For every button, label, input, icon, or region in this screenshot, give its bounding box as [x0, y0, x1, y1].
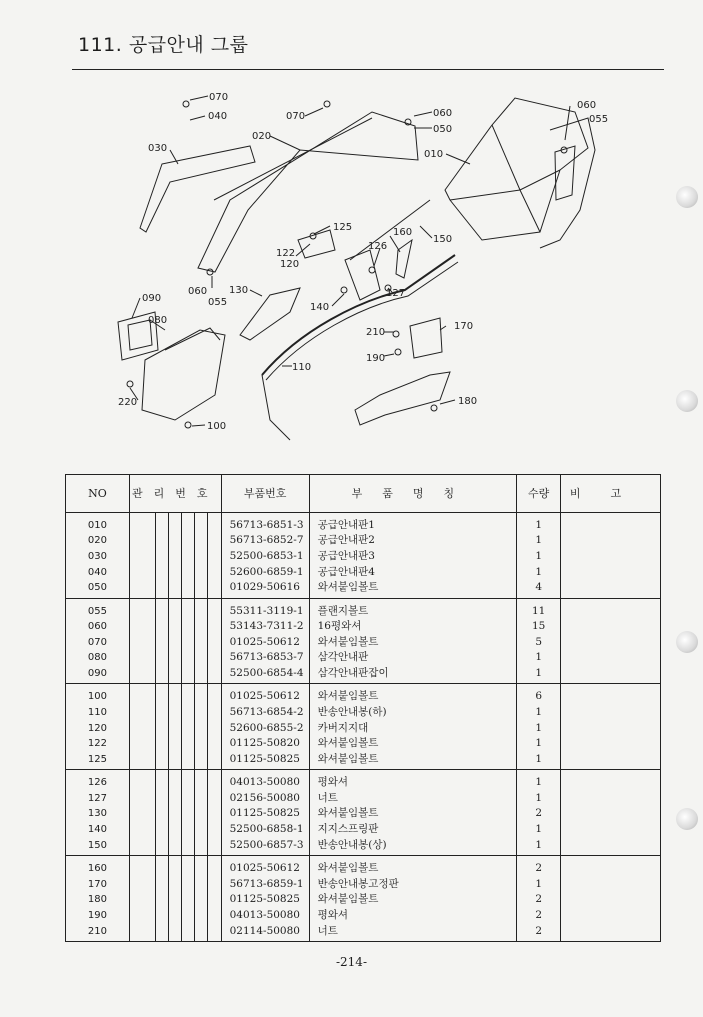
- table-header-row: [66, 475, 661, 513]
- table-row-group: [66, 770, 661, 856]
- callout-label: 050: [433, 124, 453, 135]
- callout-label: 040: [208, 111, 228, 122]
- callout-label: 210: [366, 327, 386, 338]
- callout-label: 160: [393, 227, 413, 238]
- mgmt-cell: [207, 684, 221, 770]
- binder-hole: [676, 390, 698, 412]
- callout-label: 060: [433, 108, 453, 119]
- mgmt-cell: [129, 770, 155, 856]
- remark-cell: [561, 770, 661, 856]
- mgmt-cell: [194, 598, 207, 684]
- part-names: 평와셔 너트 와셔붙임볼트 지지스프링판 반송안내봉(상): [317, 776, 387, 851]
- part-numbers: 56713-6851-3 56713-6852-7 52500-6853-1 52600-6859-1 01029-50616: [229, 518, 304, 594]
- exploded-parts-diagram: [100, 86, 620, 461]
- table-row-group: [66, 684, 661, 770]
- callout-label: 125: [333, 222, 353, 233]
- callout-label: 190: [366, 353, 386, 364]
- quantities: 6 1 1 1 1: [535, 690, 543, 765]
- mgmt-cell: [181, 598, 194, 684]
- callout-label: 130: [229, 285, 249, 296]
- part-numbers: 04013-50080 02156-50080 01125-50825 52500-6858-1 52500-6857-3: [229, 776, 304, 851]
- quantities: 1 1 1 1 4: [535, 518, 543, 594]
- callout-label: 080: [148, 315, 168, 326]
- table-row-group: [66, 856, 661, 942]
- mgmt-cell: [129, 598, 155, 684]
- callout-label: 150: [433, 234, 453, 245]
- header-no: NO: [66, 475, 130, 513]
- mgmt-cell: [181, 512, 194, 598]
- part-names: 와셔붙임볼트 반송안내봉고정판 와셔붙임볼트 평와셔 너트: [317, 862, 399, 937]
- header-part-name: 부품명칭: [309, 475, 517, 513]
- mgmt-cell: [168, 684, 181, 770]
- part-names: 공급안내판1 공급안내판2 공급안내판3 공급안내판4 와셔붙임볼트: [317, 518, 379, 594]
- callout-label: 030: [148, 143, 168, 154]
- header-remark: 비고: [561, 475, 661, 513]
- table-row-group: [66, 512, 661, 598]
- mgmt-cell: [181, 856, 194, 942]
- parts-table: [65, 474, 661, 942]
- mgmt-cell: [168, 512, 181, 598]
- callout-label: 060: [577, 100, 597, 111]
- callout-label: 010: [424, 149, 444, 160]
- part-names: 플랜지볼트 16평와셔 와셔붙임볼트 삼각안내판 삼각안내판잡이: [317, 604, 389, 680]
- binder-hole: [676, 186, 698, 208]
- mgmt-cell: [207, 770, 221, 856]
- callout-label: 020: [252, 131, 272, 142]
- item-numbers: 126 127 130 140 150: [87, 777, 107, 851]
- mgmt-cell: [181, 770, 194, 856]
- callout-label: 120: [280, 259, 300, 270]
- mgmt-cell: [194, 856, 207, 942]
- mgmt-cell: [129, 684, 155, 770]
- mgmt-cell: [207, 856, 221, 942]
- remark-cell: [561, 598, 661, 684]
- header-qty: 수량: [517, 475, 561, 513]
- callout-label: 110: [292, 362, 312, 373]
- mgmt-cell: [155, 856, 168, 942]
- mgmt-cell: [155, 684, 168, 770]
- mgmt-cell: [129, 512, 155, 598]
- callout-label: 070: [209, 92, 229, 103]
- callout-label: 220: [118, 397, 138, 408]
- binder-hole: [676, 631, 698, 653]
- table-row-group: [66, 598, 661, 684]
- header-mgmt-no: 관리번호: [129, 475, 221, 513]
- mgmt-cell: [207, 512, 221, 598]
- callout-label: 122: [276, 248, 296, 259]
- mgmt-cell: [155, 770, 168, 856]
- mgmt-cell: [168, 856, 181, 942]
- callout-label: 055: [589, 114, 609, 125]
- part-numbers: 55311-3119-1 53143-7311-2 01025-50612 56713-6853-7 52500-6854-4: [229, 604, 304, 680]
- callout-label: 060: [188, 286, 208, 297]
- mgmt-cell: [155, 512, 168, 598]
- mgmt-cell: [129, 856, 155, 942]
- callout-label: 170: [454, 321, 474, 332]
- callout-label: 180: [458, 396, 478, 407]
- quantities: 11 15 5 1 1: [531, 604, 546, 680]
- mgmt-cell: [194, 684, 207, 770]
- callout-label: 090: [142, 293, 162, 304]
- quantities: 2 1 2 2 2: [535, 862, 543, 937]
- binder-hole: [676, 808, 698, 830]
- callout-label: 070: [286, 111, 306, 122]
- item-numbers: 160 170 180 190 210: [87, 863, 107, 937]
- header-part-no: 부품번호: [221, 475, 309, 513]
- callout-label: 140: [310, 302, 330, 313]
- part-numbers: 01025-50612 56713-6854-2 52600-6855-2 01125-50820 01125-50825: [229, 690, 304, 765]
- mgmt-cell: [168, 770, 181, 856]
- remark-cell: [561, 856, 661, 942]
- page-number: -214-: [335, 955, 367, 969]
- callout-label: 100: [207, 421, 227, 432]
- item-numbers: 100 110 120 122 125: [87, 691, 107, 765]
- item-numbers: 010 020 030 040 050: [87, 519, 107, 594]
- callout-label: 126: [368, 241, 388, 252]
- callout-label: 127: [386, 288, 406, 299]
- item-numbers: 055 060 070 080 090: [87, 605, 107, 680]
- mgmt-cell: [155, 598, 168, 684]
- remark-cell: [561, 512, 661, 598]
- mgmt-cell: [181, 684, 194, 770]
- mgmt-cell: [194, 770, 207, 856]
- part-names: 와셔붙임볼트 반송안내봉(하) 카버지지대 와셔붙임볼트 와셔붙임볼트: [317, 690, 387, 765]
- mgmt-cell: [168, 598, 181, 684]
- callout-label: 055: [208, 297, 228, 308]
- page-title: 111. 공급안내 그룹: [78, 34, 249, 56]
- mgmt-cell: [207, 598, 221, 684]
- quantities: 1 1 2 1 1: [535, 776, 543, 851]
- title-rule: [72, 69, 664, 70]
- mgmt-cell: [194, 512, 207, 598]
- part-numbers: 01025-50612 56713-6859-1 01125-50825 04013-50080 02114-50080: [229, 862, 304, 937]
- remark-cell: [561, 684, 661, 770]
